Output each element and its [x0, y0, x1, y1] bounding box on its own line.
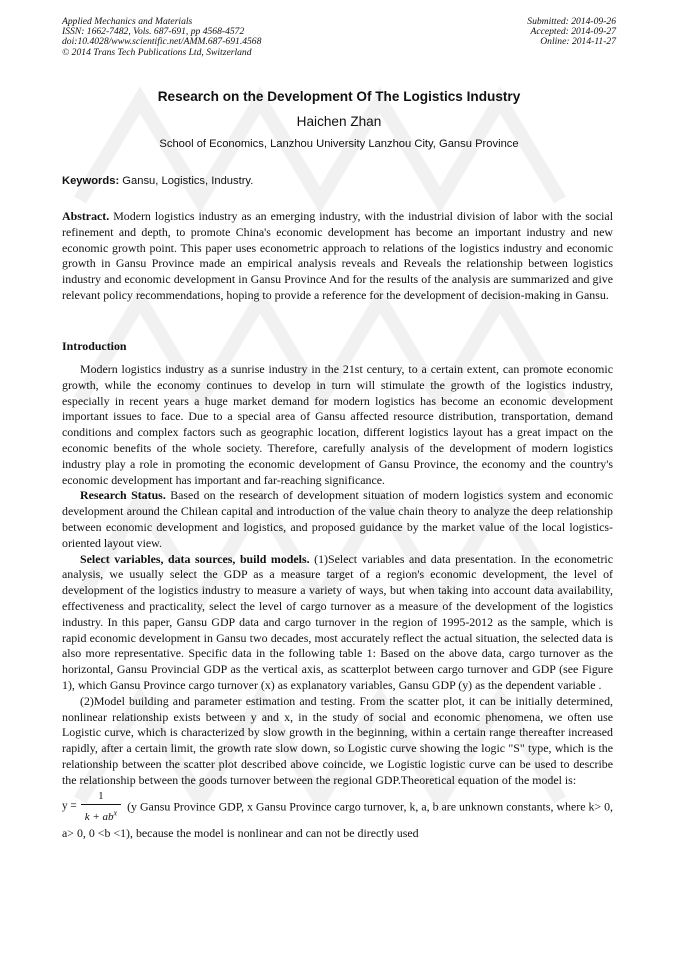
journal-name: Applied Mechanics and Materials: [62, 16, 193, 27]
journal-header-right: [527, 17, 616, 48]
doi-line: doi:10.4028/www.scientific.net/AMM.687-691.4568: [62, 36, 262, 48]
research-status-label: Research Status.: [80, 488, 166, 503]
abstract: [62, 209, 613, 304]
intro-paragraph-5: [62, 789, 613, 842]
copyright-line: © 2014 Trans Tech Publications Ltd, Switzerland: [62, 46, 252, 58]
section-heading-introduction: Introduction: [62, 339, 127, 353]
formula-lhs: y =: [62, 800, 77, 813]
keywords-text: Gansu, Logistics, Industry.: [119, 175, 254, 187]
formula-explanation: (y Gansu Province GDP, x Gansu Province cargo turnover, k, a, b are unknown constants, where k> 0, a> 0, 0 <b <1), because the model is nonlinear and can not be directly used: [62, 798, 613, 840]
research-status-text: Based on the research of development situation of modern logistics system and economic development around the Chilean capital and introduction of the value chain theory to analyze the deep relationship between economic development and logistics, and proposed guidance by the market value of the local logistics-oriented layout view.: [62, 488, 613, 550]
introduction-body: [62, 362, 613, 842]
formula-numerator: 1: [98, 789, 104, 802]
journal-header-left: [62, 17, 261, 58]
formula-exponent: x: [113, 808, 118, 818]
affiliation: School of Economics, Lanzhou University Lanzhou City, Gansu Province: [159, 138, 519, 150]
paper-title: Research on the Development Of The Logistics Industry: [157, 89, 521, 104]
intro-paragraph-3: [62, 552, 613, 694]
keywords-label: Keywords:: [62, 175, 120, 187]
select-variables-label: Select variables, data sources, build models.: [80, 551, 310, 566]
select-variables-text: (1)Select variables and data presentation. In the econometric analysis, we usually select the GDP as a measure target of a region's economic development, the level of development of the logistics industry to measure a variety of ways, but when taking into account data availability, effectiveness and practicality, select the level of cargo turnover as a measure of the development of the logistics industry. In this paper, Gansu GDP data and cargo turnover in the region of 1995-2012 as the sample, which is rapid economic development in Gansu two decades, most accurately reflect the actual situation, the selected data is also more representative. Specific data in the following table 1: Based on the above data, cargo turnover as the horizontal, Gansu Provincial GDP as the vertical axis, as scatterplot between cargo turnover and GDP (see Figure 1), which Gansu Province cargo turnover (x) as explanatory variables, Gansu GDP (y) as the dependent variable .: [62, 551, 613, 692]
intro-paragraph-4: (2)Model building and parameter estimation and testing. From the scatter plot, it can be initially determined, nonlinear relationship exists between y and x, in the study of social and economic phenomena, we often use Logistic curve, which is characterized by slow growth in the beginning, within a certain range thereafter increased rapidly, after a certain limit, the growth rate slow down, so Logistic curve showing the logic "S" type, which is the relationship between the scatter plot described above coincide, we Logistic logistic curve can be used to describe the relationship between the goods turnover between the regional GDP.Theoretical equation of the model is:: [62, 693, 613, 787]
issn-line: ISSN: 1662-7482, Vols. 687-691, pp 4568-4572: [62, 26, 245, 38]
logistic-formula: [62, 789, 121, 826]
abstract-text: Modern logistics industry as an emerging industry, with the industrial division of labor with the social refinement and depth, to promote China's economic development has become an important industry and new economic growth point. This paper uses econometric approach to relations of the logistics industry and economic growth in Gansu Province made an empirical analysis reveals and Reveals the relationship between logistics industry and economic development in Gansu Province And for the results of the analysis are summarized and give relevant policy recommendations, hoping to provide a reference for the development of decision-making in Gansu.: [62, 209, 613, 302]
intro-paragraph-1: Modern logistics industry as a sunrise industry in the 21st century, to a certain extent, can promote economic growth, while the economy continues to develop in turn will stimulate the growth of the logistics industry, especially in recent years a huge market demand for modern logistics has become an economic development important issues to face. Due to a special area of Gansu affected resource distribution, transportation, demand conditions and complex factors such as geographic location, different logistics layout has a great impact on the economic benefits of the whole society. Therefore, carefully analysis of the development of modern logistics industry play a role in promoting the economic development of Gansu Province, the economy and the country's economic development has important and far-reaching significance.: [62, 362, 613, 487]
keywords: [62, 175, 253, 187]
online-date: Online: 2014-11-27: [540, 36, 616, 48]
author-name: Haichen Zhan: [296, 114, 382, 129]
accepted-date: Accepted: 2014-09-27: [530, 26, 616, 38]
formula-denominator: k + ab: [84, 810, 114, 823]
submitted-date: Submitted: 2014-09-26: [527, 16, 616, 27]
abstract-label: Abstract.: [62, 209, 110, 223]
intro-paragraph-2: [62, 488, 613, 551]
